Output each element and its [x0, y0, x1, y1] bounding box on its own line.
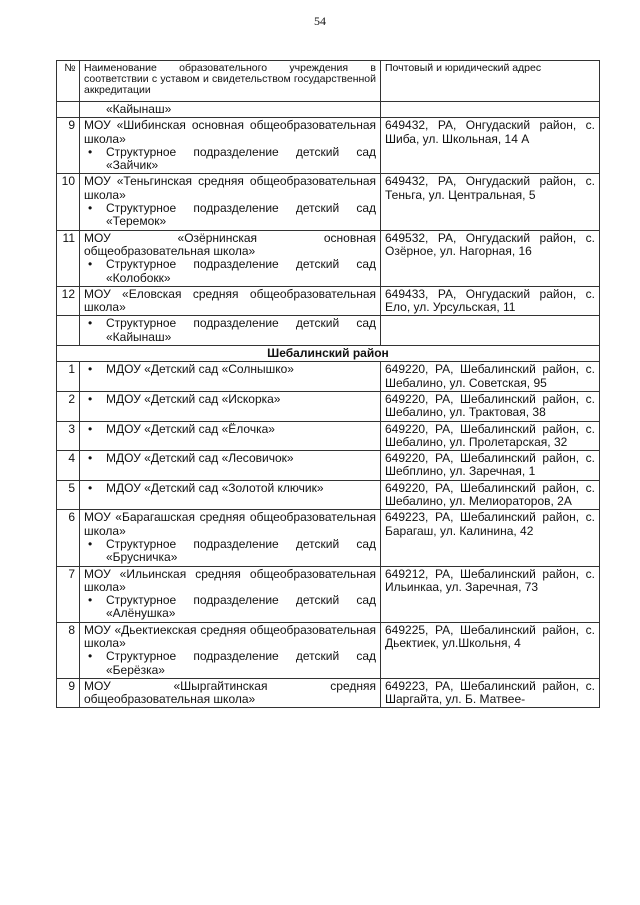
- section-title: Шебалинский район: [57, 346, 600, 362]
- school-name: МОУ «Озёрнинская основная общеобразовательная школа»: [84, 230, 376, 258]
- subdivision: [84, 452, 376, 465]
- school-name: МОУ «Теньгинская средняя общеобразовательная школа»: [84, 174, 376, 202]
- table-row-continuation: [57, 102, 600, 118]
- row-name: [80, 174, 381, 230]
- table-row: [57, 286, 600, 316]
- bullet-icon: •: [88, 144, 93, 159]
- row-number: 11: [57, 230, 80, 286]
- row-number: 2: [57, 391, 80, 421]
- bullet-icon: •: [88, 201, 93, 216]
- table-row: [57, 230, 600, 286]
- row-number: 6: [57, 510, 80, 566]
- table-row: [57, 678, 600, 708]
- school-name: МОУ «Барагашская средняя общеобразовательная школа»: [84, 510, 376, 538]
- subdivision: [84, 423, 376, 436]
- row-number: 1: [57, 362, 80, 392]
- row-name: [80, 622, 381, 678]
- table-row: [57, 174, 600, 230]
- table-row: [57, 566, 600, 622]
- row-name: [80, 286, 381, 316]
- table-row: [57, 451, 600, 481]
- row-address: 649223, РА, Шебалинский район, с. Барагаш, ул. Калинина, 42: [381, 510, 600, 566]
- row-number: [57, 316, 80, 346]
- school-name: МОУ «Еловская средняя общеобразовательная школа»: [84, 286, 376, 315]
- row-address: 649432, РА, Онгудаский район, с. Шиба, ул. Школьная, 14 А: [381, 118, 600, 174]
- subdivision-text: Структурное подразделение детский сад «Берёзка»: [106, 649, 376, 677]
- school-name: МОУ «Шибинская основная общеобразовательная школа»: [84, 118, 376, 146]
- table-row: [57, 421, 600, 451]
- page-number: 54: [314, 14, 326, 28]
- school-name: МОУ «Шыргайтинская средняя общеобразовательная школа»: [84, 678, 376, 707]
- table-row: [57, 391, 600, 421]
- row-number: 4: [57, 451, 80, 481]
- subdivision: [84, 482, 376, 495]
- subdivision: [84, 538, 376, 565]
- row-number: 8: [57, 622, 80, 678]
- bullet-icon: •: [88, 257, 93, 272]
- table-row: [57, 622, 600, 678]
- subdivision: [84, 317, 376, 344]
- bullet-icon: •: [88, 362, 93, 377]
- subdivision-text: «Кайынаш»: [106, 102, 172, 116]
- bullet-icon: •: [88, 421, 93, 436]
- row-address: 649220, РА, Шебалинский район, с. Шебалино, ул. Трактовая, 38: [381, 391, 600, 421]
- bullet-icon: •: [88, 649, 93, 664]
- row-name: [80, 510, 381, 566]
- row-name: [80, 362, 381, 392]
- subdivision-text: МДОУ «Детский сад «Солнышко»: [106, 362, 294, 377]
- header-number: №: [57, 61, 80, 102]
- row-name: [80, 566, 381, 622]
- table-row: [57, 316, 600, 346]
- bullet-icon: •: [88, 451, 93, 466]
- row-number: [57, 102, 80, 118]
- subdivision: [84, 594, 376, 621]
- row-address: 649220, РА, Шебалинский район, с. Шебалино, ул. Советская, 95: [381, 362, 600, 392]
- subdivision-text: Структурное подразделение детский сад «Колобокк»: [106, 257, 376, 285]
- row-number: 9: [57, 678, 80, 708]
- row-address: 649220, РА, Шебалинский район, с. Шебплино, ул. Заречная, 1: [381, 451, 600, 481]
- row-address: [381, 102, 600, 118]
- row-address: 649532, РА, Онгудаский район, с. Озёрное, ул. Нагорная, 16: [381, 230, 600, 286]
- row-number: 3: [57, 421, 80, 451]
- subdivision: [84, 650, 376, 677]
- row-number: 10: [57, 174, 80, 230]
- row-number: 12: [57, 286, 80, 316]
- row-name: [80, 421, 381, 451]
- subdivision-text: МДОУ «Детский сад «Золотой ключик»: [106, 480, 324, 495]
- row-name: [80, 480, 381, 510]
- header-name: Наименование образовательного учреждения в соответствии с уставом и свидетельством государственной аккредитации: [80, 61, 381, 102]
- row-address: 649432, РА, Онгудаский район, с. Теньга, ул. Центральная, 5: [381, 174, 600, 230]
- row-name: [80, 391, 381, 421]
- bullet-icon: •: [88, 391, 93, 406]
- row-name: [80, 451, 381, 481]
- subdivision-text: МДОУ «Детский сад «Ёлочка»: [106, 421, 275, 436]
- subdivision-text: Структурное подразделение детский сад «Теремок»: [106, 201, 376, 229]
- row-address: [381, 316, 600, 346]
- bullet-icon: •: [88, 536, 93, 551]
- section-row: [57, 346, 600, 362]
- row-name: [80, 316, 381, 346]
- row-address: 649225, РА, Шебалинский район, с. Дьектиек, ул.Школьня, 4: [381, 622, 600, 678]
- bullet-icon: •: [88, 316, 93, 331]
- subdivision: [84, 146, 376, 173]
- bullet-icon: •: [88, 593, 93, 608]
- row-name: [80, 118, 381, 174]
- row-name: [80, 678, 381, 708]
- row-address: 649212, РА, Шебалинский район, с. Ильинкаа, ул. Заречная, 73: [381, 566, 600, 622]
- subdivision-text: Структурное подразделение детский сад «Кайынаш»: [106, 316, 376, 344]
- table-row: [57, 362, 600, 392]
- table-row: [57, 118, 600, 174]
- row-address: 649223, РА, Шебалинский район, с. Шаргайта, ул. Б. Матвее-: [381, 678, 600, 708]
- subdivision-text: МДОУ «Детский сад «Лесовичок»: [106, 451, 294, 466]
- subdivision-text: Структурное подразделение детский сад «Брусничка»: [106, 536, 376, 565]
- subdivision: [84, 202, 376, 229]
- table-header-row: [57, 61, 600, 102]
- school-name: МОУ «Ильинская средняя общеобразовательная школа»: [84, 566, 376, 594]
- subdivision: [84, 393, 376, 406]
- subdivision-text: МДОУ «Детский сад «Искорка»: [106, 391, 281, 406]
- header-address: Почтовый и юридический адрес: [381, 61, 600, 102]
- row-name: [80, 102, 381, 118]
- row-address: 649220, РА, Шебалинский район, с. Шебалино, ул. Мелиораторов, 2А: [381, 480, 600, 510]
- subdivision-text: Структурное подразделение детский сад «Зайчик»: [106, 144, 376, 173]
- row-address: 649220, РА, Шебалинский район, с. Шебалино, ул. Пролетарская, 32: [381, 421, 600, 451]
- row-number: 7: [57, 566, 80, 622]
- subdivision-text: Структурное подразделение детский сад «Алёнушка»: [106, 593, 376, 621]
- subdivision: [84, 363, 376, 376]
- table-row: [57, 480, 600, 510]
- row-address: 649433, РА, Онгудаский район, с. Ело, ул. Урсульская, 11: [381, 286, 600, 316]
- institutions-table: [56, 60, 600, 708]
- row-number: 5: [57, 480, 80, 510]
- subdivision: [84, 258, 376, 285]
- row-name: [80, 230, 381, 286]
- bullet-icon: •: [88, 480, 93, 495]
- table-row: [57, 510, 600, 566]
- row-number: 9: [57, 118, 80, 174]
- school-name: МОУ «Дьектиекская средняя общеобразовательная школа»: [84, 622, 376, 650]
